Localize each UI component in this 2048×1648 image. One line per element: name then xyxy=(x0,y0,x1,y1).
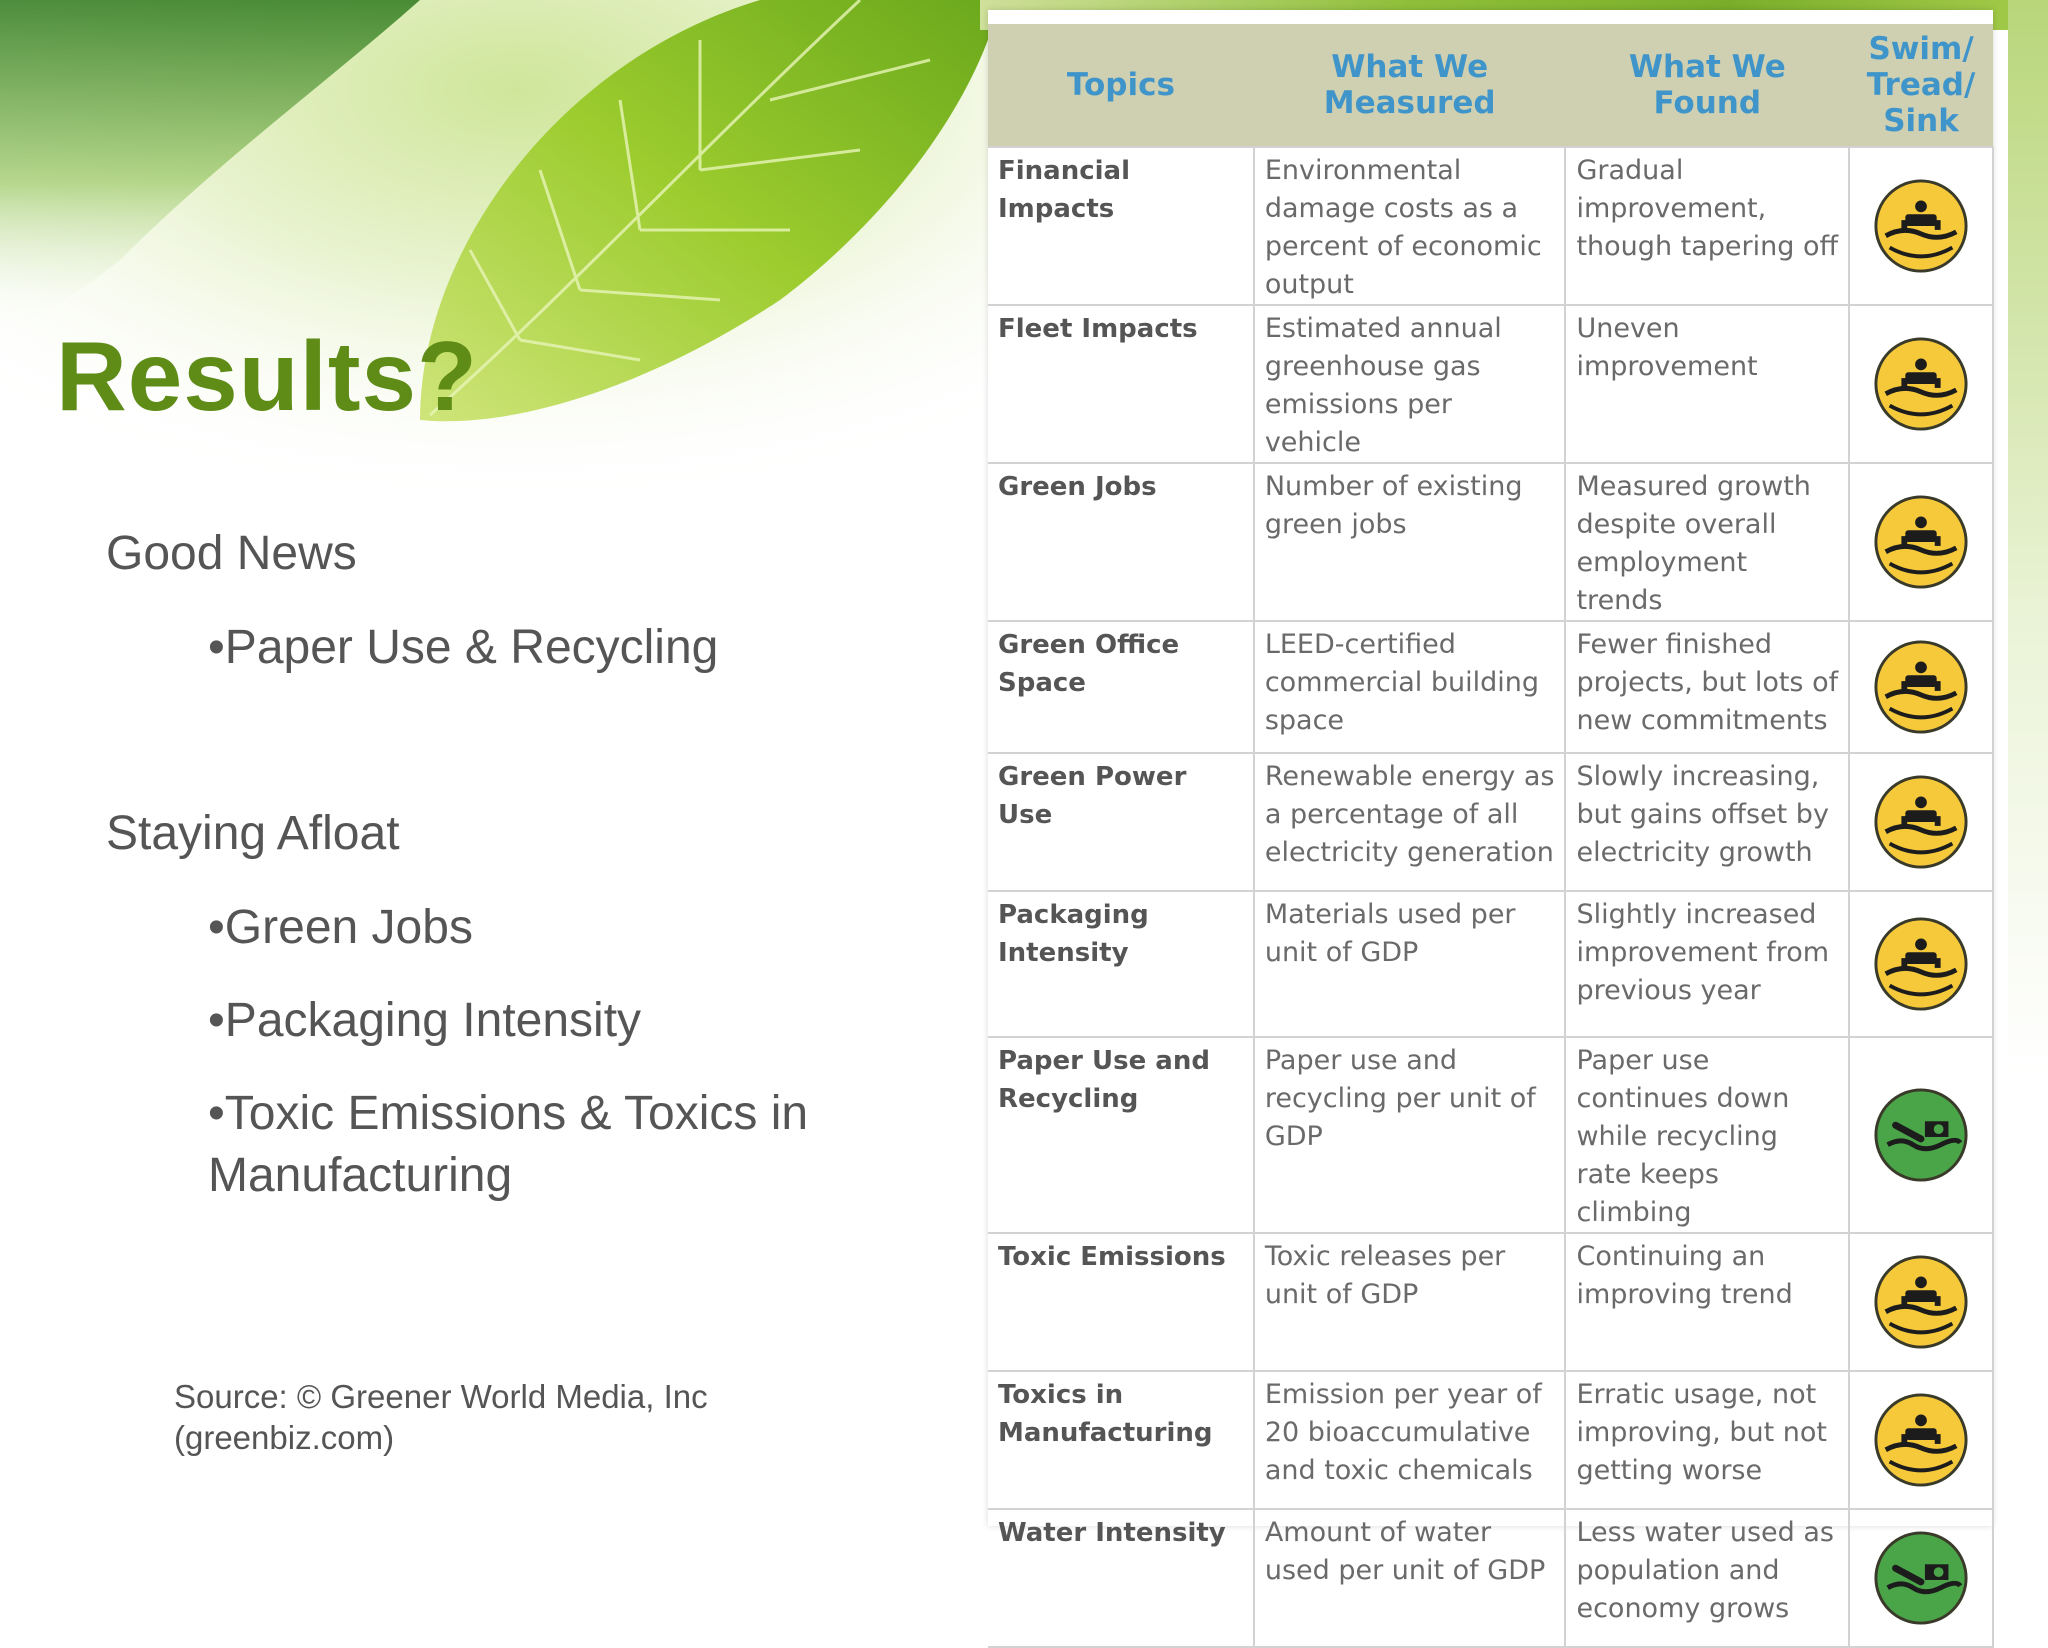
swim-icon xyxy=(1872,1529,1970,1627)
cell-status xyxy=(1849,1233,1993,1371)
cell-topic: Paper Use and Recycling xyxy=(988,1037,1254,1233)
cell-measured: Materials used per unit of GDP xyxy=(1254,891,1566,1037)
cell-topic: Toxics in Manufacturing xyxy=(988,1371,1254,1509)
cell-status xyxy=(1849,463,1993,621)
staying-afloat-heading: Staying Afloat xyxy=(106,807,400,860)
cell-topic: Packaging Intensity xyxy=(988,891,1254,1037)
cell-status xyxy=(1849,1037,1993,1233)
table-row xyxy=(988,891,1993,1037)
table-row xyxy=(988,463,1993,621)
table-row xyxy=(988,753,1993,891)
cell-status xyxy=(1849,1509,1993,1647)
cell-found: Erratic usage, not improving, but not getting worse xyxy=(1565,1371,1849,1509)
cell-topic: Water Intensity xyxy=(988,1509,1254,1647)
good-news-item-paper: •Paper Use & Recycling xyxy=(208,621,719,674)
table-row xyxy=(988,1371,1993,1509)
slide-title: Results? xyxy=(56,321,478,431)
tread-water-icon xyxy=(1872,1391,1970,1489)
table-row xyxy=(988,305,1993,463)
cell-status xyxy=(1849,891,1993,1037)
table-body xyxy=(988,147,1993,1647)
tread-water-icon xyxy=(1872,915,1970,1013)
cell-measured: Environmental damage costs as a percent of economic output xyxy=(1254,147,1566,305)
cell-measured: Toxic releases per unit of GDP xyxy=(1254,1233,1566,1371)
cell-found: Slightly increased improvement from previous year xyxy=(1565,891,1849,1037)
afloat-item-toxics: •Toxic Emissions & Toxics in Manufacturing xyxy=(208,1087,809,1202)
tread-water-icon xyxy=(1872,1253,1970,1351)
header-measured: What We Measured xyxy=(1254,24,1566,147)
good-news-heading: Good News xyxy=(106,527,357,580)
cell-status xyxy=(1849,753,1993,891)
cell-found: Fewer finished projects, but lots of new commitments xyxy=(1565,621,1849,753)
cell-found: Slowly increasing, but gains offset by electricity growth xyxy=(1565,753,1849,891)
results-table-card xyxy=(988,10,1993,1624)
results-table xyxy=(988,24,1994,1648)
table-row xyxy=(988,1233,1993,1371)
cell-measured: Emission per year of 20 bioaccumulative and toxic chemicals xyxy=(1254,1371,1566,1509)
cell-measured: Estimated annual greenhouse gas emissions per vehicle xyxy=(1254,305,1566,463)
cell-status xyxy=(1849,147,1993,305)
cell-topic: Toxic Emissions xyxy=(988,1233,1254,1371)
tread-water-icon xyxy=(1872,493,1970,591)
cell-topic: Green Office Space xyxy=(988,621,1254,753)
cell-topic: Green Power Use xyxy=(988,753,1254,891)
cell-measured: Number of existing green jobs xyxy=(1254,463,1566,621)
cell-found: Measured growth despite overall employment trends xyxy=(1565,463,1849,621)
cell-measured: Amount of water used per unit of GDP xyxy=(1254,1509,1566,1647)
cell-topic: Fleet Impacts xyxy=(988,305,1254,463)
tread-water-icon xyxy=(1872,638,1970,736)
tread-water-icon xyxy=(1872,773,1970,871)
cell-topic: Green Jobs xyxy=(988,463,1254,621)
leaf-background-image xyxy=(0,0,1150,600)
table-row xyxy=(988,621,1993,753)
cell-status xyxy=(1849,305,1993,463)
header-topics: Topics xyxy=(988,24,1254,147)
cell-status xyxy=(1849,621,1993,753)
table-header-row xyxy=(988,24,1993,147)
tread-water-icon xyxy=(1872,335,1970,433)
cell-found: Less water used as population and economy grows xyxy=(1565,1509,1849,1647)
afloat-item-green-jobs: •Green Jobs xyxy=(208,901,473,954)
table-row xyxy=(988,147,1993,305)
tread-water-icon xyxy=(1872,177,1970,275)
cell-found: Gradual improvement, though tapering off xyxy=(1565,147,1849,305)
cell-measured: LEED-certified commercial building space xyxy=(1254,621,1566,753)
cell-topic: Financial Impacts xyxy=(988,147,1254,305)
table-row xyxy=(988,1509,1993,1647)
source-citation: Source: © Greener World Media, Inc (greenbiz.com) xyxy=(174,1378,708,1456)
cell-found: Uneven improvement xyxy=(1565,305,1849,463)
cell-measured: Paper use and recycling per unit of GDP xyxy=(1254,1037,1566,1233)
cell-found: Paper use continues down while recycling rate keeps climbing xyxy=(1565,1037,1849,1233)
swim-icon xyxy=(1872,1086,1970,1184)
table-row xyxy=(988,1037,1993,1233)
cell-measured: Renewable energy as a percentage of all electricity generation xyxy=(1254,753,1566,891)
cell-found: Continuing an improving trend xyxy=(1565,1233,1849,1371)
header-status: Swim/ Tread/ Sink xyxy=(1849,24,1993,147)
right-green-strip xyxy=(2008,0,2048,1536)
cell-status xyxy=(1849,1371,1993,1509)
header-found: What We Found xyxy=(1565,24,1849,147)
afloat-item-packaging: •Packaging Intensity xyxy=(208,994,642,1047)
